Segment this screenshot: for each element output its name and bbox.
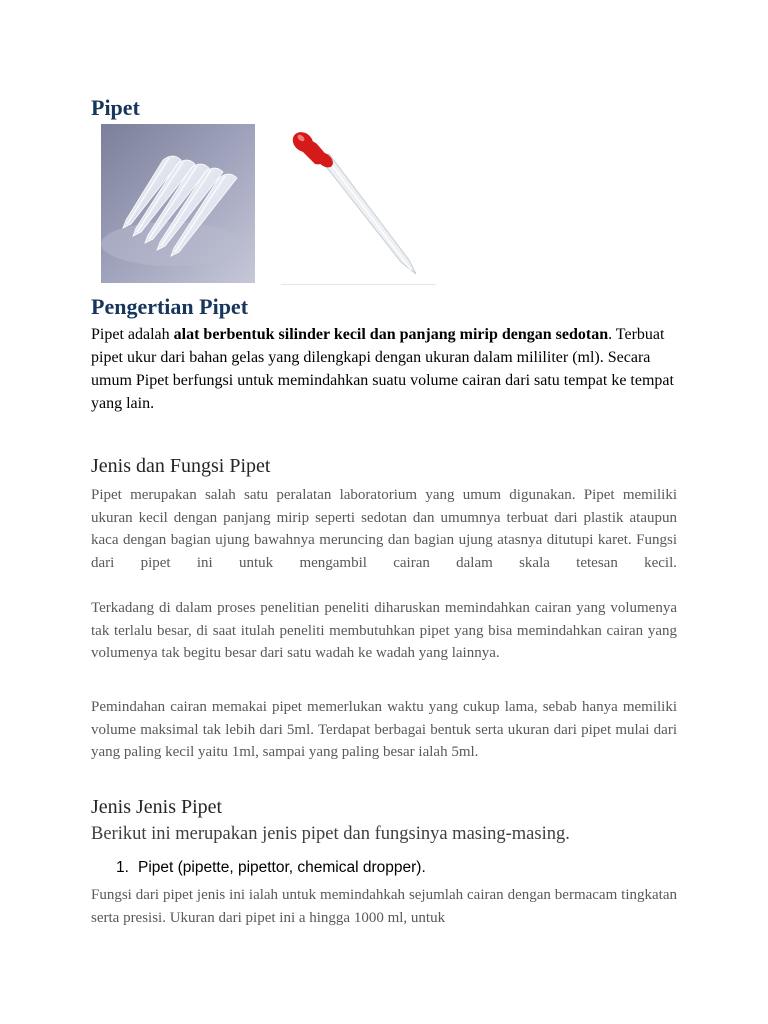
jenis-jenis-item1-description: Fungsi dari pipet jenis ini ialah untuk memindahkah sejumlah cairan dengan bermacam tingkatan serta presisi. Ukuran dari pipet ini a hingga 1000 ml, untuk [91, 887, 677, 926]
glass-dropper-photo [281, 124, 436, 285]
jenis-jenis-intro: Berikut ini merupakan jenis pipet dan fungsinya masing-masing. [91, 824, 570, 844]
pengertian-paragraph [91, 323, 677, 415]
plastic-pipettes-illustration [101, 124, 255, 283]
jenis-fungsi-paragraph-2: Terkadang di dalam proses penelitian peneliti diharuskan memindahkan cairan yang volumenya tak terlalu besar, di saat itulah peneliti membutuhkan pipet yang bisa memindahkan cairan yang volumenya tak begitu besar dari satu wadah ke wadah yang lainnya. [91, 600, 677, 662]
pengertian-rest: . Terbuat pipet ukur dari bahan gelas yang dilengkapi dengan ukuran dalam mililiter (ml). Secara umum Pipet berfungsi untuk memindahkan suatu volume cairan dari satu tempat ke tempat yang lain. [91, 326, 674, 412]
section-heading-pengertian: Pengertian Pipet [91, 294, 249, 319]
section-heading-jenis-jenis: Jenis Jenis Pipet [91, 796, 223, 818]
document-title: Pipet [91, 95, 140, 120]
jenis-fungsi-paragraph-1: Pipet merupakan salah satu peralatan laboratorium yang umum digunakan. Pipet memiliki ukuran kecil dengan panjang mirip seperti sedotan dan umumnya terbuat dari plastik ataupun kaca dengan bagian ujung bawahnya meruncing dan bagian ujung atasnya ditutupi karet. Fungsi dari pipet ini untuk mengambil cairan dalam skala tetesan kecil. [91, 487, 677, 572]
section-heading-jenis-fungsi: Jenis dan Fungsi Pipet [91, 455, 271, 477]
list-item-number: 1. [116, 859, 129, 876]
list-item-label: Pipet (pipette, pipettor, chemical dropper). [138, 859, 426, 876]
plastic-pipettes-photo [101, 124, 255, 283]
list-item [116, 859, 426, 877]
jenis-fungsi-paragraph-3: Pemindahan cairan memakai pipet memerlukan waktu yang cukup lama, sebab hanya memiliki volume maksimal tak lebih dari 5ml. Terdapat berbagai bentuk serta ukuran dari pipet mulai dari yang paling kecil yaitu 1ml, sampai yang paling besar ialah 5ml. [91, 699, 677, 761]
glass-dropper-illustration [281, 124, 436, 284]
pengertian-intro: Pipet adalah [91, 326, 174, 343]
pengertian-bold-definition: alat berbentuk silinder kecil dan panjang mirip dengan sedotan [173, 326, 609, 343]
